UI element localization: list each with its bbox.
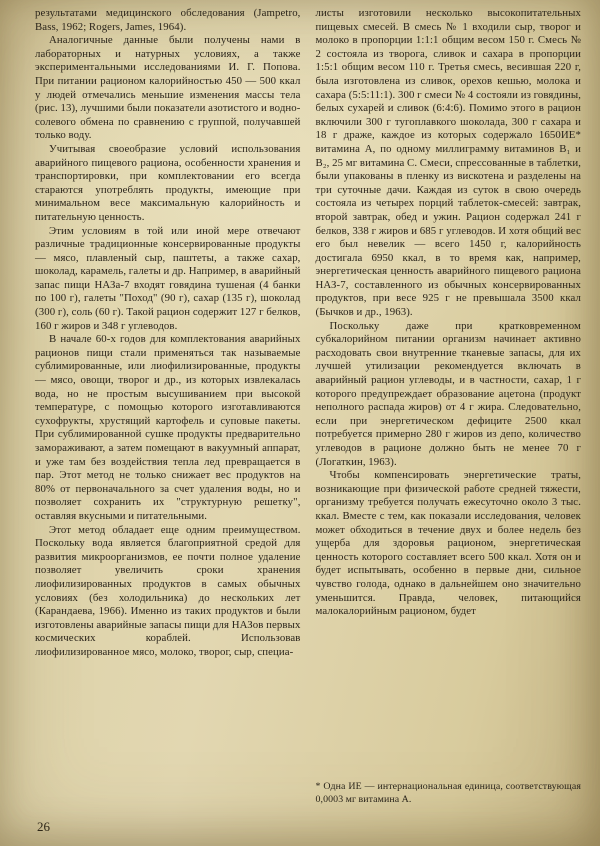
paragraph: Поскольку даже при кратковременном субкалорийном питании организм начинает активно расходовать свои внутренние тканевые запасы, для их лучшей утилизации рекомендуется включать в аварийный рацион углеводы, и в частности, сахар, 1 г которого предупреждает образование ацетона (продукт неполного распада жиров) от 4 г жира. Следовательно, если при энергетическом дефиците 2500 ккал потребуется примерно 280 г жиров из депо, количество углеводов в рационе должно быть не менее 70 г (Логаткин, 1963). (315, 319, 581, 468)
paragraph: Этим условиям в той или иной мере отвечают различные традиционные консервированные продукты — мясо, плавленый сыр, паштеты, а также сахар, шоколад, карамель, галеты и др. Например, в аварийный запас пищи НАЗа-7 входят говядина тушеная (4 банки по 100 г), галеты "Поход" (90 г), сахар (135 г), шоколад (300 г), соль (60 г). Такой рацион содержит 127 г белков, 160 г жиров и 348 г углеводов. (35, 224, 301, 332)
paragraph: В начале 60-х годов для комплектования аварийных рационов пищи стали применяться так называемые сублимированные, или лиофилизированные, продукты — мясо, овощи, творог и др., из которых извлекалась вода, но не простым высушиванием при высокой температуре, с помощью которого изготавливаются сухофрукты, хрустящий картофель и суповые пакеты. При сублимированной сушке продукты предварительно замораживают, а затем помещают в вакуумный аппарат, и уже там без воздействия тепла лед превращается в пар. Этот метод не только снижает вес продуктов на 80% от первоначального за счет удаления воды, но и позволяет сохранить их "структурную решетку", оставляя вкусными и питательными. (35, 333, 301, 522)
paragraph: Учитывая своеобразие условий использования аварийного пищевого рациона, особенности хранения и транспортировки, при комплектовании его всегда стараются употреблять продукты, имеющие при минимальном весе максимальную калорийность и питательную ценность. (35, 142, 301, 223)
paragraph-continuation: результатами медицинского обследования (Jampetro, Bass, 1962; Rogers, James, 1964). (35, 7, 301, 33)
page-number: 26 (37, 819, 50, 834)
paragraph: Аналогичные данные были получены нами в лабораторных и натурных условиях, а также экспериментальными исследованиями И. Г. Попова. При питании рационом калорийностью 450 — 500 ккал у людей отмечались меньшие изменения массы тела (рис. 13), лучшими были показатели азотистого и водно-солевого обмена по сравнению с группой, получавшей только воду. (35, 34, 301, 142)
text-columns (35, 7, 581, 806)
footnote: * Одна ИЕ — интернациональная единица, соответствующая 0,0003 мг витамина А. (315, 781, 581, 805)
column-left (35, 7, 301, 806)
paragraph: Чтобы компенсировать энергетические траты, возникающие при физической работе средней тяжести, организму требуется получать ежесуточно около 3 тыс. ккал. Вместе с тем, как показали исследования, человек может обходиться в течение двух и более недель без ущерба для здоровья рационом, энергетическая ценность которого составляет всего 500 ккал. Хотя он и будет испытывать, особенно в первые дни, сильное чувство голода, однако в дальнейшем оно значительно уменьшится. Правда, человек, питающийся малокалорийным рационом, будет (315, 469, 581, 618)
paragraph-continuation: листы изготовили несколько высокопитательных пищевых смесей. В смесь № 1 входили сыр, творог и молоко в пропорции 1:1:1 общим весом 150 г. Смесь № 2 состояла из творога, сливок и сахара в пропорции 1:5:1 общим весом 110 г. Третья смесь, весившая 220 г, была изготовлена из сливок, орехов кешью, молока и сахара (5:5:11:1). 300 г смеси № 4 состояли из говядины, белых сухарей и сливок (6:4:6). Помимо этого в рацион включили 300 г тугоплавкого шоколада, 300 г сахара и 18 г драже, каждое из которых содержало 1650ИЕ* витамина А, по одному миллиграмму витаминов В₁ и В₂, 25 мг витамина С. Смеси, спрессованные в таблетки, были упакованы в пленку из вискотена и разделены на три суточные дачи. Каждая из суток в свою очередь состояла из четырех порций таблеток-смесей: завтрак, второй завтрак, обед и ужин. Рацион содержал 241 г белков, 338 г жиров и 685 г углеводов. И хотя общий вес его был невелик — всего 1450 г, калорийность достигала 6950 ккал, в то время как, например, энергетическая ценность аварийного пищевого рациона НАЗ-7, составленного из обычных консервированных продуктов, при весе 925 г не превышала 3500 ккал (Бычков и др., 1963). (315, 7, 581, 319)
paragraph: Этот метод обладает еще одним преимуществом. Поскольку вода является благоприятной средой для развития микроорганизмов, ее почти полное удаление позволяет увеличить сроки хранения лиофилизированных продуктов в самых обычных условиях (без холодильника) до нескольких лет (Карандаева, 1966). Именно из таких продуктов и были изготовлены аварийные запасы пищи для НАЗов первых космических кораблей. Использовав лиофилизированное мясо, молоко, творог, сыр, специа- (35, 523, 301, 658)
column-right (316, 7, 582, 806)
